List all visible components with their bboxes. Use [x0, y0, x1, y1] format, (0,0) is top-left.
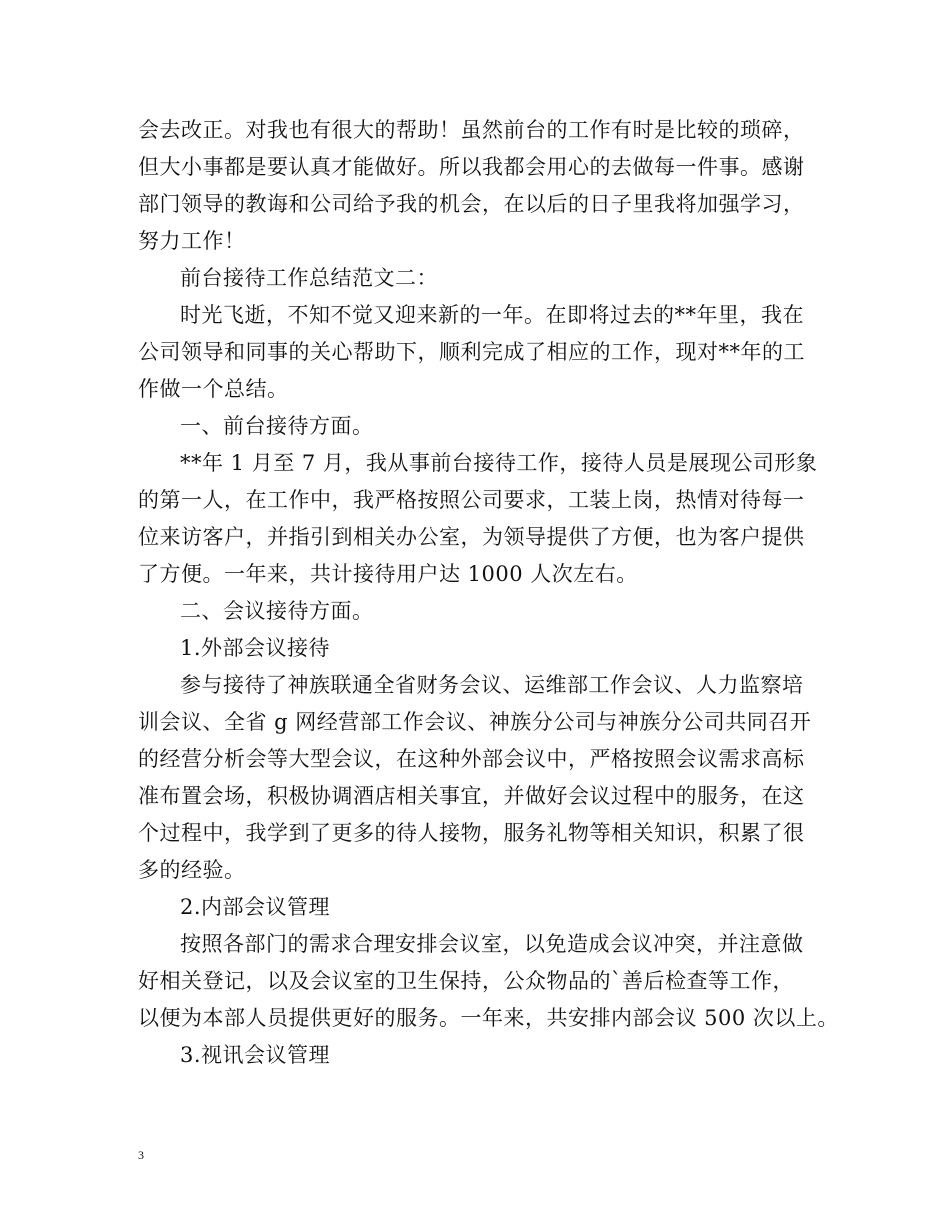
- text-line: 1.外部会议接待: [180, 636, 331, 660]
- text-line: 好相关登记，以及会议室的卫生保持，公众物品的`善后检查等工作，: [138, 969, 794, 993]
- text-line: 准布置会场，积极协调酒店相关事宜，并做好会议过程中的服务，在这: [138, 784, 805, 808]
- text-line: 二、会议接待方面。: [180, 599, 374, 623]
- text-line: 一、前台接待方面。: [180, 414, 374, 438]
- text-line: 公司领导和同事的关心帮助下，顺利完成了相应的工作，现对**年的工: [138, 340, 805, 364]
- page-number: 3: [138, 1148, 144, 1162]
- text-line: 作做一个总结。: [138, 377, 289, 401]
- text-line: 了方便。一年来，共计接待用户达 1000 人次左右。: [138, 562, 638, 586]
- text-line: 训会议、全省 g 网经营部工作会议、神族分公司与神族分公司共同召开: [138, 710, 812, 734]
- text-line: 但大小事都是要认真才能做好。所以我都会用心的去做每一件事。感谢: [138, 155, 805, 179]
- text-line: 的经营分析会等大型会议，在这种外部会议中，严格按照会议需求高标: [138, 747, 805, 771]
- text-line: 的第一人，在工作中，我严格按照公司要求，工装上岗，热情对待每一: [138, 488, 805, 512]
- text-line: 多的经验。: [138, 858, 246, 882]
- text-line: 会去改正。对我也有很大的帮助！虽然前台的工作有时是比较的琐碎，: [138, 118, 805, 142]
- text-line: 以便为本部人员提供更好的服务。一年来，共安排内部会议 500 次以上。: [138, 1006, 839, 1030]
- text-line: 努力工作！: [138, 229, 246, 253]
- text-line: 时光飞逝，不知不觉又迎来新的一年。在即将过去的**年里，我在: [180, 303, 804, 327]
- text-line: 参与接待了神族联通全省财务会议、运维部工作会议、人力监察培: [180, 673, 804, 697]
- text-line: 前台接待工作总结范文二：: [180, 266, 438, 290]
- text-line: **年 1 月至 7 月，我从事前台接待工作，接待人员是展现公司形象: [180, 451, 818, 475]
- text-line: 部门领导的教诲和公司给予我的机会，在以后的日子里我将加强学习，: [138, 192, 805, 216]
- text-line: 个过程中，我学到了更多的待人接物，服务礼物等相关知识，积累了很: [138, 821, 805, 845]
- text-line: 2.内部会议管理: [180, 895, 331, 919]
- text-line: 位来访客户，并指引到相关办公室，为领导提供了方便，也为客户提供: [138, 525, 805, 549]
- text-line: 按照各部门的需求合理安排会议室，以免造成会议冲突，并注意做: [180, 932, 804, 956]
- text-line: 3.视讯会议管理: [180, 1043, 331, 1067]
